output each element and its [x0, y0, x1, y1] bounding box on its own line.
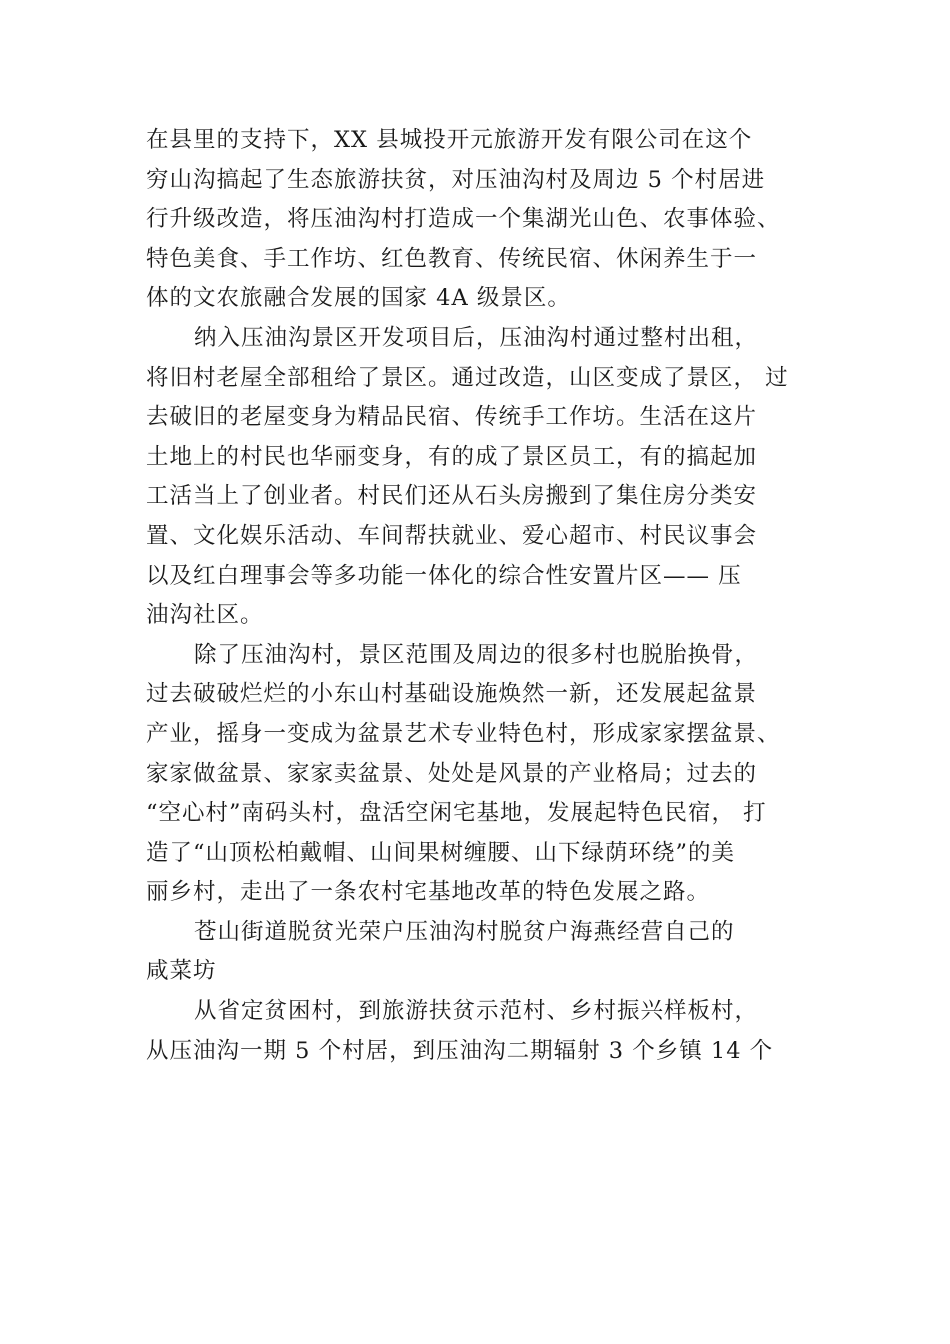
- text-line: 在县里的支持下，XX 县城投开元旅游开发有限公司在这个: [146, 127, 753, 153]
- text-line: 土地上的村民也华丽变身，有的成了景区员工，有的搞起加: [146, 443, 758, 470]
- text-line: 咸菜坊: [146, 958, 217, 985]
- text-line: 穷山沟搞起了生态旅游扶贫，对压油沟村及周边 5 个村居进: [146, 166, 766, 193]
- text-line: 造了“山顶松柏戴帽、山间果树缠腰、山下绿荫环绕”的美: [146, 839, 736, 866]
- text-line: 行升级改造，将压油沟村打造成一个集湖光山色、农事体验、: [146, 206, 781, 233]
- text-line: 体的文农旅融合发展的国家 4A 级景区。: [146, 285, 571, 312]
- text-line: 油沟社区。: [146, 602, 264, 629]
- text-line: 过去破破烂烂的小东山村基础设施焕然一新，还发展起盆景: [146, 681, 758, 708]
- text-line: 工活当上了创业者。村民们还从石头房搬到了集住房分类安: [146, 483, 758, 510]
- text-line: 家家做盆景、家家卖盆景、处处是风景的产业格局；过去的: [146, 760, 758, 787]
- text-line: 去破旧的老屋变身为精品民宿、传统手工作坊。生活在这片: [146, 404, 758, 431]
- text-line: 纳入压油沟景区开发项目后，压油沟村通过整村出租，: [194, 324, 759, 351]
- text-line: 置、文化娱乐活动、车间帮扶就业、爱心超市、村民议事会: [146, 522, 758, 549]
- text-line: 丽乡村，走出了一条农村宅基地改革的特色发展之路。: [146, 879, 711, 906]
- text-line: 除了压油沟村，景区范围及周边的很多村也脱胎换骨，: [194, 641, 759, 668]
- text-line: 将旧村老屋全部租给了景区。通过改造，山区变成了景区， 过: [146, 364, 789, 391]
- text-line: 苍山街道脱贫光荣户压油沟村脱贫户海燕经营自己的: [194, 918, 735, 945]
- text-line: 从省定贫困村，到旅游扶贫示范村、乡村振兴样板村，: [194, 998, 759, 1025]
- text-line: 特色美食、手工作坊、红色教育、传统民宿、休闲养生于一: [146, 245, 758, 272]
- text-line: 以及红白理事会等多功能一体化的综合性安置片区—— 压: [146, 562, 742, 589]
- body-text: [146, 121, 836, 1071]
- text-line: “空心村”南码头村，盘活空闲宅基地，发展起特色民宿， 打: [146, 800, 767, 827]
- text-line: 产业，摇身一变成为盆景艺术专业特色村，形成家家摆盆景、: [146, 720, 781, 747]
- text-line: 从压油沟一期 5 个村居，到压油沟二期辐射 3 个乡镇 14 个: [146, 1037, 774, 1064]
